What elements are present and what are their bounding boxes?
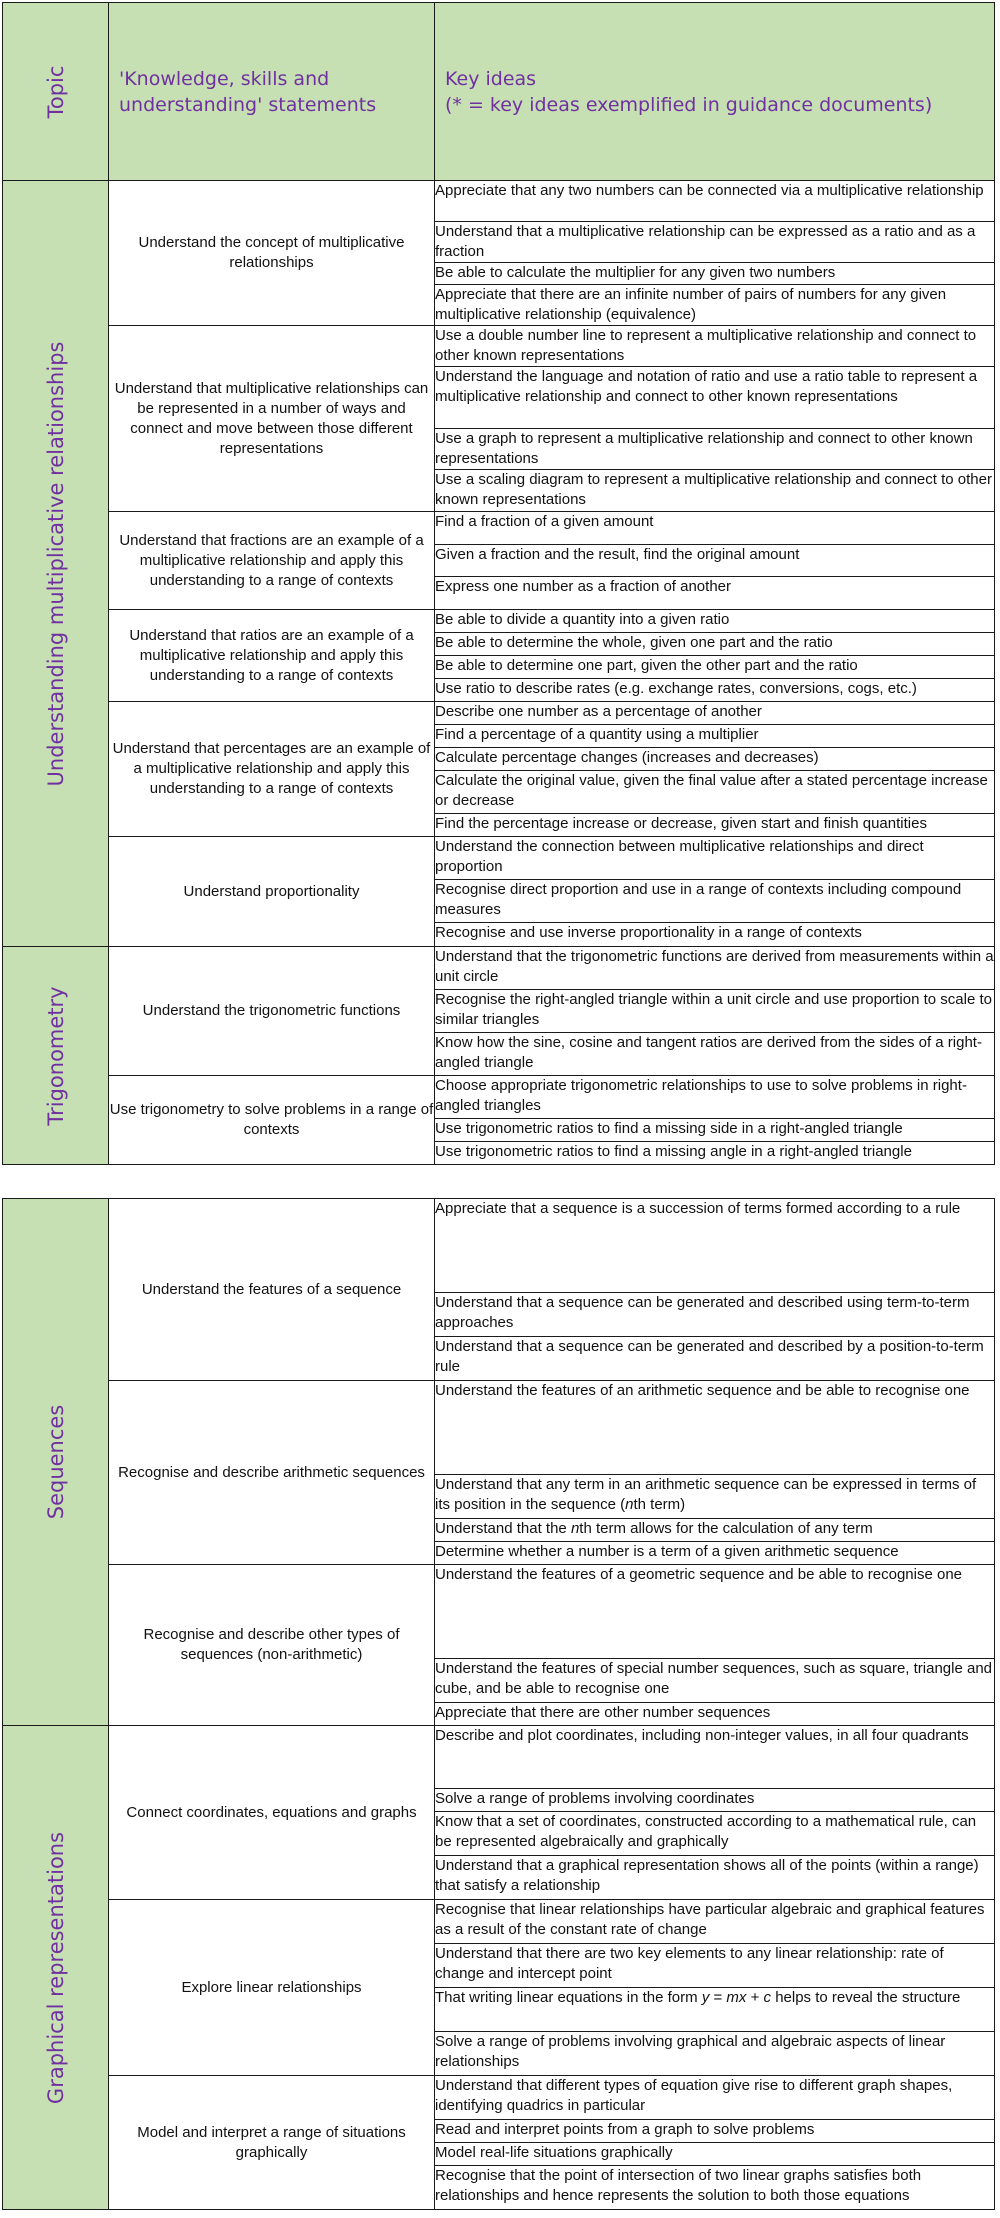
curriculum-table-page-1 — [2, 2, 995, 1165]
key-idea: Find the percentage increase or decrease, given start and finish quantities — [435, 814, 995, 837]
key-idea: Understand that the nth term allows for the calculation of any term — [435, 1519, 995, 1542]
key-idea: Calculate the original value, given the final value after a stated percentage increase or decrease — [435, 771, 995, 814]
statement: Use trigonometry to solve problems in a range of contexts — [109, 1076, 435, 1165]
key-idea: Use a scaling diagram to represent a multiplicative relationship and connect to other known representations — [435, 470, 995, 512]
topic-label: Understanding multiplicative relationships — [3, 181, 109, 947]
statement: Understand the concept of multiplicative relationships — [109, 181, 435, 326]
header-topic: Topic — [3, 3, 109, 181]
topic-multiplicative — [3, 181, 995, 947]
key-idea: Recognise that the point of intersection of two linear graphs satisfies both relationships and hence represents the solution to both those equations — [435, 2166, 995, 2210]
key-idea: Be able to calculate the multiplier for any given two numbers — [435, 263, 995, 285]
key-idea: Use trigonometric ratios to find a missing angle in a right-angled triangle — [435, 1142, 995, 1165]
key-idea: Find a fraction of a given amount — [435, 512, 995, 545]
key-idea: Appreciate that a sequence is a succession of terms formed according to a rule — [435, 1199, 995, 1293]
statement: Recognise and describe other types of sequences (non-arithmetic) — [109, 1565, 435, 1726]
statement: Recognise and describe arithmetic sequences — [109, 1381, 435, 1565]
key-idea: Understand that a sequence can be generated and described using term-to-term approaches — [435, 1293, 995, 1337]
key-idea: Recognise that linear relationships have particular algebraic and graphical features as a result of the constant rate of change — [435, 1900, 995, 1944]
key-idea: Given a fraction and the result, find the original amount — [435, 545, 995, 577]
key-idea: Solve a range of problems involving graphical and algebraic aspects of linear relationships — [435, 2032, 995, 2076]
key-idea: Express one number as a fraction of another — [435, 577, 995, 610]
key-idea: Appreciate that there are other number sequences — [435, 1703, 995, 1726]
statement: Explore linear relationships — [109, 1900, 435, 2076]
key-idea: Know how the sine, cosine and tangent ratios are derived from the sides of a right-angled triangle — [435, 1033, 995, 1076]
key-idea: Calculate percentage changes (increases and decreases) — [435, 748, 995, 771]
statement: Connect coordinates, equations and graphs — [109, 1726, 435, 1900]
key-idea: Appreciate that there are an infinite number of pairs of numbers for any given multiplicative relationship (equivalence) — [435, 285, 995, 326]
key-idea: Be able to determine the whole, given one part and the ratio — [435, 633, 995, 656]
key-idea: Understand the features of a geometric sequence and be able to recognise one — [435, 1565, 995, 1659]
key-idea: Recognise direct proportion and use in a range of contexts including compound measures — [435, 880, 995, 923]
key-idea: Choose appropriate trigonometric relationships to use to solve problems in right-angled triangles — [435, 1076, 995, 1119]
key-idea: Appreciate that any two numbers can be connected via a multiplicative relationship — [435, 181, 995, 222]
statement: Understand proportionality — [109, 837, 435, 947]
topic-graphical-representations — [3, 1726, 995, 2210]
statement: Understand that ratios are an example of a multiplicative relationship and apply this understanding to a range of contexts — [109, 610, 435, 702]
key-idea: Understand the connection between multiplicative relationships and direct proportion — [435, 837, 995, 880]
key-idea: Understand that a multiplicative relationship can be expressed as a ratio and as a fraction — [435, 222, 995, 263]
key-idea: Describe and plot coordinates, including non-integer values, in all four quadrants — [435, 1726, 995, 1789]
header-key-ideas — [435, 3, 995, 181]
key-idea: Understand the features of special number sequences, such as square, triangle and cube, and be able to recognise one — [435, 1659, 995, 1703]
statement: Understand that percentages are an example of a multiplicative relationship and apply this understanding to a range of contexts — [109, 702, 435, 837]
statement: Model and interpret a range of situations graphically — [109, 2076, 435, 2210]
key-idea: Read and interpret points from a graph to solve problems — [435, 2120, 995, 2143]
key-idea: That writing linear equations in the form y = mx + c helps to reveal the structure — [435, 1988, 995, 2032]
key-idea: Use trigonometric ratios to find a missing side in a right-angled triangle — [435, 1119, 995, 1142]
table-header-row — [3, 3, 995, 181]
key-idea: Understand the features of an arithmetic sequence and be able to recognise one — [435, 1381, 995, 1475]
header-key-ideas-title: Key ideas — [445, 67, 537, 90]
key-idea: Understand that a sequence can be generated and described by a position-to-term rule — [435, 1337, 995, 1381]
key-idea: Model real-life situations graphically — [435, 2143, 995, 2166]
key-idea: Use a graph to represent a multiplicative relationship and connect to other known representations — [435, 429, 995, 470]
header-statements: 'Knowledge, skills and understanding' statements — [109, 3, 435, 181]
key-idea: Describe one number as a percentage of another — [435, 702, 995, 725]
statement: Understand that multiplicative relationships can be represented in a number of ways and connect and move between those different representations — [109, 326, 435, 512]
topic-label: Graphical representations — [3, 1726, 109, 2210]
statement: Understand that fractions are an example of a multiplicative relationship and apply this understanding to a range of contexts — [109, 512, 435, 610]
key-idea: Understand that any term in an arithmetic sequence can be expressed in terms of its position in the sequence (nth term) — [435, 1475, 995, 1519]
key-idea: Understand that different types of equation give rise to different graph shapes, identifying quadrics in particular — [435, 2076, 995, 2120]
key-idea: Solve a range of problems involving coordinates — [435, 1789, 995, 1812]
topic-label: Sequences — [3, 1199, 109, 1726]
key-idea: Understand that the trigonometric functions are derived from measurements within a unit circle — [435, 947, 995, 990]
key-idea: Recognise and use inverse proportionality in a range of contexts — [435, 923, 995, 947]
key-idea: Determine whether a number is a term of a given arithmetic sequence — [435, 1542, 995, 1565]
key-idea: Use ratio to describe rates (e.g. exchange rates, conversions, cogs, etc.) — [435, 679, 995, 702]
key-idea: Be able to determine one part, given the other part and the ratio — [435, 656, 995, 679]
key-idea: Know that a set of coordinates, constructed according to a mathematical rule, can be represented algebraically and graphically — [435, 1812, 995, 1856]
curriculum-table-page-2 — [2, 1198, 995, 2210]
key-idea: Use a double number line to represent a multiplicative relationship and connect to other known representations — [435, 326, 995, 367]
key-idea: Recognise the right-angled triangle within a unit circle and use proportion to scale to similar triangles — [435, 990, 995, 1033]
key-idea: Understand that there are two key elements to any linear relationship: rate of change and intercept point — [435, 1944, 995, 1988]
topic-label: Trigonometry — [3, 947, 109, 1165]
topic-sequences — [3, 1199, 995, 1726]
key-idea: Be able to divide a quantity into a given ratio — [435, 610, 995, 633]
key-idea: Understand that a graphical representation shows all of the points (within a range) that satisfy a relationship — [435, 1856, 995, 1900]
statement: Understand the features of a sequence — [109, 1199, 435, 1381]
topic-trigonometry — [3, 947, 995, 1165]
key-idea: Find a percentage of a quantity using a multiplier — [435, 725, 995, 748]
key-idea: Understand the language and notation of ratio and use a ratio table to represent a multiplicative relationship and connect to other known representations — [435, 367, 995, 429]
header-key-ideas-note: (* = key ideas exemplified in guidance documents) — [445, 93, 933, 116]
statement: Understand the trigonometric functions — [109, 947, 435, 1076]
